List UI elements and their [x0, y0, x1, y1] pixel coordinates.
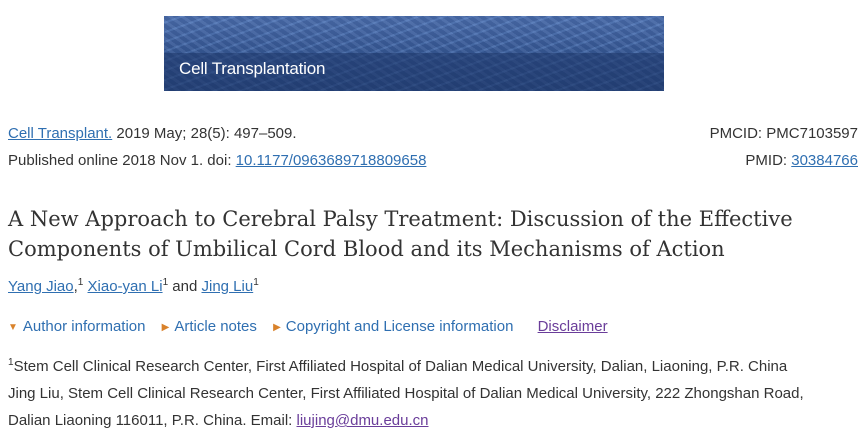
article-info-bar	[8, 318, 608, 335]
pmcid-line	[710, 125, 858, 142]
pmid-link[interactable]: 30384766	[791, 152, 858, 169]
pmid-line	[745, 152, 858, 169]
correspondence-text: Dalian Liaoning 116011, P.R. China. Email:	[8, 412, 297, 429]
pmid-label: PMID:	[745, 152, 792, 169]
copyright-toggle[interactable]	[273, 318, 513, 335]
article-title: A New Approach to Cerebral Palsy Treatment: Discussion of the Effective Components of Umbilical Cord Blood and its Mechanisms of Action	[8, 207, 793, 261]
pmcid-value: PMC7103597	[766, 125, 858, 142]
article-notes-label: Article notes	[174, 318, 257, 335]
citation-details: 2019 May; 28(5): 497–509.	[112, 125, 297, 142]
affiliation-sup: 1	[8, 357, 14, 368]
author-link[interactable]: Jing Liu	[201, 278, 254, 295]
author-information-toggle[interactable]	[8, 318, 145, 335]
author-separator: and	[168, 278, 202, 295]
expand-triangle-icon: ▶	[161, 322, 170, 333]
correspondence-line	[8, 412, 428, 429]
article-notes-toggle[interactable]	[162, 318, 257, 335]
doi-link[interactable]: 10.1177/0963689718809658	[235, 152, 427, 169]
affiliation-line	[8, 357, 787, 375]
disclaimer-link[interactable]: Disclaimer	[537, 318, 608, 335]
journal-banner-title: Cell Transplantation	[179, 59, 326, 78]
author-affiliation-sup: 1	[253, 277, 259, 288]
author-link[interactable]: Yang Jiao	[8, 278, 74, 295]
correspondence-line: Jing Liu, Stem Cell Clinical Research Center, First Affiliated Hospital of Dalian Medical University, 222 Zhongshan Road,	[8, 385, 804, 402]
journal-banner[interactable]	[164, 16, 664, 91]
expand-triangle-icon: ▼	[8, 322, 18, 333]
pmcid-label: PMCID:	[709, 125, 767, 142]
affiliation-text: Stem Cell Clinical Research Center, First Affiliated Hospital of Dalian Medical University, Dalian, Liaoning, P.R. China	[13, 358, 788, 375]
author-affiliation-sup: 1	[162, 277, 169, 288]
published-line	[8, 152, 426, 169]
published-label: Published online 2018 Nov 1. doi:	[8, 152, 236, 169]
author-information-label: Author information	[22, 318, 146, 335]
copyright-label: Copyright and License information	[285, 318, 514, 335]
citation-line	[8, 125, 297, 142]
journal-link[interactable]: Cell Transplant.	[8, 125, 113, 142]
author-list	[8, 277, 259, 295]
email-link[interactable]: liujing@dmu.edu.cn	[296, 412, 429, 429]
author-link[interactable]: Xiao-yan Li	[87, 278, 163, 295]
author-separator: ,	[73, 278, 78, 295]
author-affiliation-sup: 1	[77, 277, 84, 288]
expand-triangle-icon: ▶	[273, 322, 281, 333]
